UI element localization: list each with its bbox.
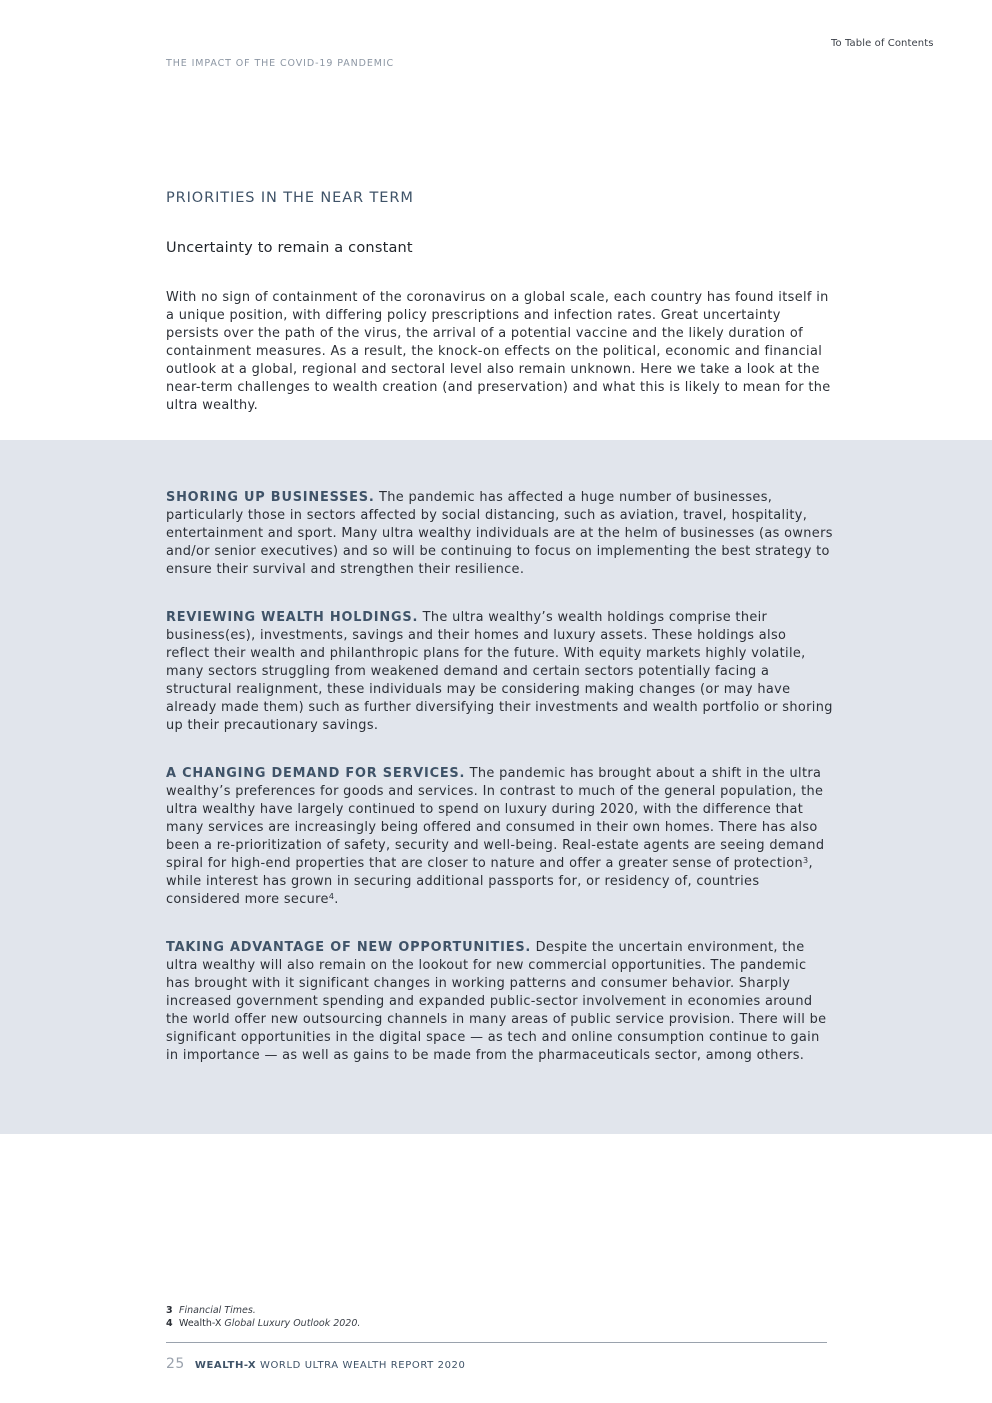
intro-paragraph: With no sign of containment of the coronavirus on a global scale, each country has found itself in a unique position, with differing policy prescriptions and infection rates. Great uncertainty persists over the path of the virus, the arrival of a potential vaccine and the likely duration of containment measures. As a result, the knock-on effects on the political, economic and financial outlook at a global, regional and sectoral level also remain unknown. Here we take a look at the near-term challenges to wealth creation (and preservation) and what this is likely to mean for the ultra wealthy.	[166, 290, 831, 413]
page-number: 25	[166, 1356, 185, 1372]
footnote-source: Global Luxury Outlook 2020.	[224, 1318, 361, 1329]
priority-text: The pandemic has affected a huge number of businesses, particularly those in sectors affected by social distancing, such as aviation, travel, hospitality, entertainment and sport. Many ultra wealthy individuals are at the helm of businesses (as owners and/or senior executives) and so will be continuing to focus on implementing the best strategy to ensure their survival and strengthen their resilience.	[166, 490, 833, 577]
footnote-number: 4	[166, 1318, 173, 1329]
footnotes	[166, 1304, 360, 1330]
priority-heading: SHORING UP BUSINESSES.	[166, 490, 375, 505]
footnote-number: 3	[166, 1305, 173, 1316]
brand-name: WEALTH-X	[194, 1360, 257, 1371]
section-subtitle: Uncertainty to remain a constant	[166, 240, 413, 256]
footnote-source: Financial Times.	[179, 1305, 256, 1316]
priority-text-end: .	[334, 892, 339, 907]
priority-shoring-up-businesses	[166, 489, 834, 579]
footnote-ref-4[interactable]: 4	[328, 892, 335, 901]
footnote-ref-3[interactable]: 3	[802, 856, 809, 865]
priority-text: The ultra wealthy’s wealth holdings comprise their business(es), investments, savings and their homes and luxury assets. These holdings also reflect their wealth and philanthropic plans for the future. With equity markets highly volatile, many sectors struggling from weakened demand and certain sectors potentially facing a structural realignment, these individuals may be considering making changes (or may have already made them) such as further diversifying their investments and wealth portfolio or shoring up their precautionary savings.	[166, 610, 833, 733]
section-title: PRIORITIES IN THE NEAR TERM	[166, 190, 414, 206]
priority-text: The pandemic has brought about a shift in the ultra wealthy’s preferences for goods and services. In contrast to much of the general population, the ultra wealthy have largely continued to spend on luxury during 2020, with the difference that many services are increasingly being offered and consumed in their own homes. There has also been a re-prioritization of safety, security and well-being. Real-estate agents are seeing demand spiral for high-end properties that are closer to nature and offer a greater sense of protection	[166, 766, 825, 871]
running-header: THE IMPACT OF THE COVID-19 PANDEMIC	[166, 58, 395, 69]
report-title: WORLD ULTRA WEALTH REPORT 2020	[259, 1360, 466, 1371]
priority-heading: TAKING ADVANTAGE OF NEW OPPORTUNITIES.	[166, 940, 532, 955]
table-of-contents-link[interactable]: To Table of Contents	[831, 38, 934, 49]
priority-heading: A CHANGING DEMAND FOR SERVICES.	[166, 766, 466, 781]
priority-text: Despite the uncertain environment, the ultra wealthy will also remain on the lookout for new commercial opportunities. The pandemic has brought with it significant changes in working patterns and consumer behavior. Sharply increased government spending and expanded public-sector involvement in economies around the world offer new outsourcing channels in many areas of public service provision. There will be significant opportunities in the digital space — as tech and online consumption continue to gain in importance — as well as gains to be made from the pharmaceuticals sector, among others.	[166, 940, 827, 1063]
priority-reviewing-wealth-holdings	[166, 609, 834, 735]
footnote-4	[166, 1317, 360, 1330]
priority-heading: REVIEWING WEALTH HOLDINGS.	[166, 610, 419, 625]
footnote-prefix: Wealth-X	[179, 1318, 225, 1329]
footer-divider	[166, 1342, 827, 1343]
priority-changing-demand-for-services	[166, 765, 834, 909]
priority-text-continued: , while interest has grown in securing additional passports for, or residency of, countries considered more secure	[166, 856, 813, 907]
priorities-panel	[0, 440, 992, 1134]
priorities-list	[166, 489, 834, 1095]
priority-new-opportunities	[166, 939, 834, 1065]
page-footer	[166, 1356, 465, 1372]
report-name	[195, 1360, 466, 1371]
footnote-3	[166, 1304, 360, 1317]
